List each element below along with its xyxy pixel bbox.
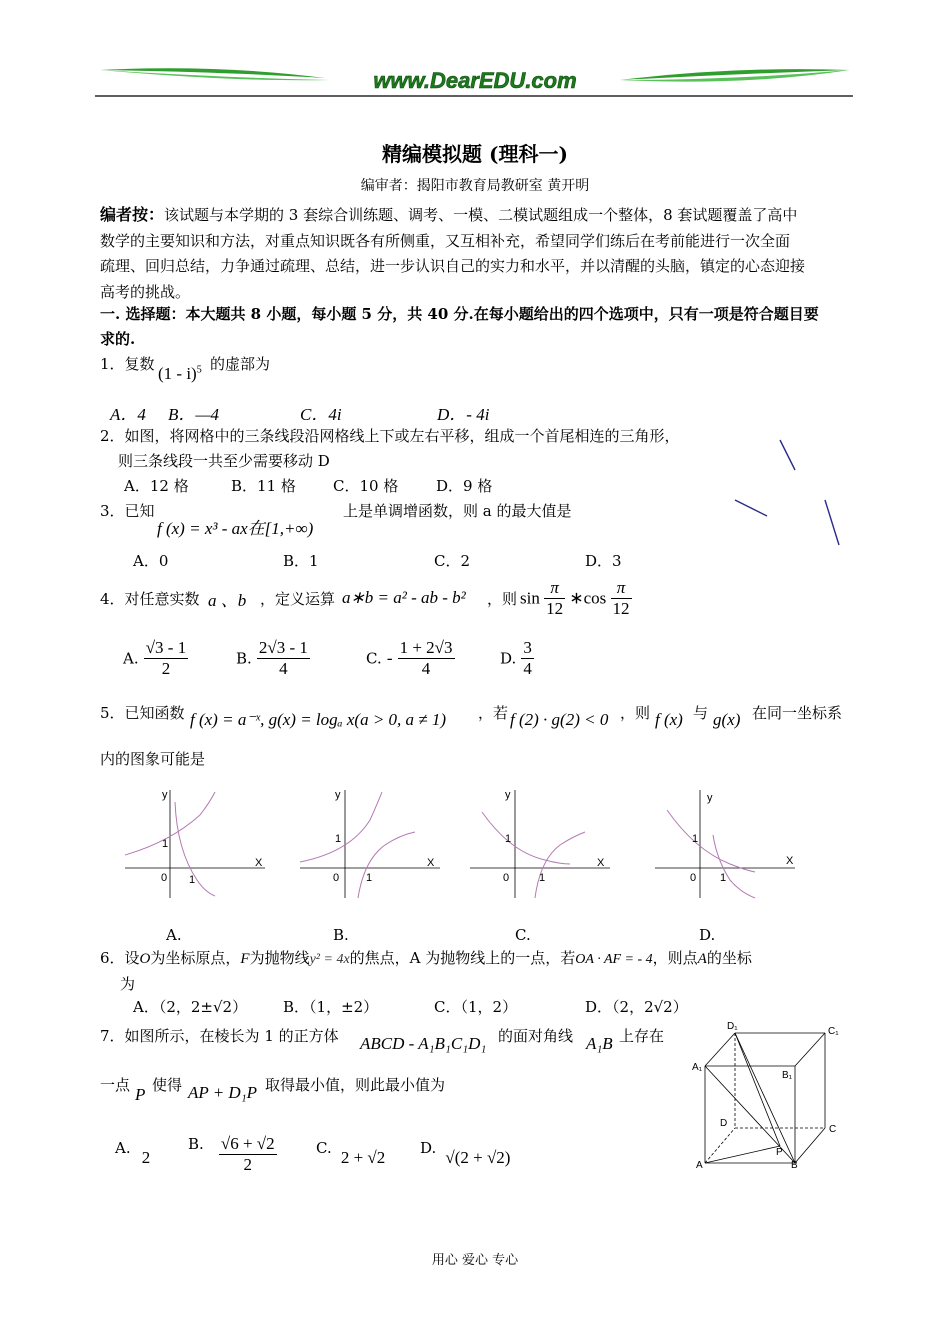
footer: 用心 爱心 专心 bbox=[431, 1253, 519, 1268]
q7-stem: 7．如图所示，在棱长为 1 的正方体 bbox=[100, 1027, 339, 1045]
graph-b-y-label: y bbox=[335, 789, 341, 801]
q4-sin: sin bbox=[520, 588, 540, 608]
q4-option-c-den: 4 bbox=[421, 659, 431, 678]
q5-line-2: 内的图象可能是 bbox=[100, 750, 206, 768]
q7-sum: AP + D₁P bbox=[188, 1083, 258, 1102]
q4-option-b-label: B. bbox=[236, 649, 252, 668]
q6-mid-1: 为坐标原点， bbox=[150, 949, 241, 967]
q5-tail: 在同一坐标系 bbox=[752, 704, 843, 722]
q6-mid-3: 的焦点，A 为抛物线上的一点，若 bbox=[349, 949, 576, 967]
q3-stem: 3．已知 bbox=[100, 502, 155, 520]
q7-option-d-value: √(2 + √2) bbox=[445, 1148, 511, 1167]
q7-option-b-frac bbox=[219, 1134, 277, 1175]
q3-option-a[interactable]: A．0 bbox=[133, 552, 169, 570]
q6-parabola: y² = 4x bbox=[309, 952, 350, 967]
q7-option-b-label: B. bbox=[188, 1135, 204, 1153]
q7-line-2 bbox=[100, 1075, 130, 1095]
q7-line-2b: 使得 bbox=[152, 1076, 183, 1094]
q7-option-b-den: 2 bbox=[243, 1155, 253, 1174]
q6-A: A bbox=[697, 951, 707, 967]
q6-O: O bbox=[139, 951, 151, 967]
label-C1: C₁ bbox=[828, 1026, 839, 1037]
q1-stem bbox=[100, 354, 155, 374]
q2-option-d[interactable]: D．9 格 bbox=[436, 477, 493, 495]
q4-option-d-frac bbox=[521, 638, 534, 679]
preface bbox=[100, 202, 805, 305]
q4-option-c-frac bbox=[398, 638, 455, 679]
q5-option-c[interactable]: C. bbox=[515, 926, 531, 944]
graph-c-y-one: 1 bbox=[505, 833, 512, 845]
q5-option-b[interactable]: B. bbox=[333, 926, 349, 944]
graph-b-origin: 0 bbox=[333, 872, 340, 884]
label-B1: B₁ bbox=[782, 1070, 793, 1081]
label-A: A bbox=[696, 1160, 703, 1171]
q1-number: 1．复数 bbox=[100, 355, 155, 373]
preface-line-1: 该试题与本学期的 3 套综合训练题、调考、一模、二模试题组成一个整体，8 套试题覆盖了高中 bbox=[164, 206, 798, 224]
graph-a-y-one: 1 bbox=[162, 838, 169, 850]
q7-P: P bbox=[135, 1085, 146, 1104]
q6-mid-2: 为抛物线 bbox=[249, 949, 310, 967]
q4-option-a[interactable] bbox=[123, 638, 188, 679]
q5-option-a[interactable]: A. bbox=[166, 926, 182, 944]
label-D1: D₁ bbox=[727, 1021, 738, 1032]
q4-operation: a∗b = a² - ab - b² bbox=[342, 588, 466, 607]
q6-F: F bbox=[240, 951, 250, 967]
q4-stem: 4．对任意实数 bbox=[100, 590, 200, 608]
q7-option-b-num: √6 + √2 bbox=[220, 1134, 275, 1153]
q3-option-d[interactable]: D．3 bbox=[585, 552, 622, 570]
segment-3 bbox=[825, 500, 839, 545]
header-site: www.DearEDU.com bbox=[373, 68, 577, 93]
preface-line-4: 高考的挑战。 bbox=[100, 282, 191, 301]
graph-c-x-label: X bbox=[597, 857, 605, 869]
q7-diagonal: A₁B bbox=[586, 1034, 613, 1053]
graph-d bbox=[655, 790, 795, 898]
q7-line-2a: 一点 bbox=[100, 1076, 131, 1094]
graph-a bbox=[125, 789, 265, 898]
q4-option-a-num: √3 - 1 bbox=[145, 638, 187, 657]
q4-frac-1 bbox=[544, 578, 565, 619]
section-heading-line-1: 一. 选择题：本大题共 8 小题，每小题 5 分，共 40 分.在每小题给出的四个选项中，只有一项是符合题目要 bbox=[100, 305, 819, 323]
q7-option-d-label: D. bbox=[420, 1139, 437, 1157]
q4-option-a-frac bbox=[144, 638, 189, 679]
q1-option-a[interactable]: A．4 bbox=[110, 405, 146, 424]
q1-option-c[interactable]: C．4i bbox=[300, 405, 342, 424]
q7-option-c-label: C. bbox=[316, 1139, 332, 1157]
graph-c-origin: 0 bbox=[503, 872, 510, 884]
q4-option-c-num: 1 + 2√3 bbox=[399, 638, 453, 657]
q6-option-d[interactable]: D．（2，2√2） bbox=[585, 998, 688, 1016]
q7-mid: 的面对角线 bbox=[498, 1027, 574, 1045]
q4-option-b-num: 2√3 - 1 bbox=[258, 638, 308, 657]
q5-gx: g(x) bbox=[713, 710, 741, 729]
q2-line-2: 则三条线段一共至少需要移动 D bbox=[118, 452, 330, 470]
label-D: D bbox=[720, 1118, 728, 1129]
q3-option-c[interactable]: C．2 bbox=[434, 552, 471, 570]
graph-c-x-one: 1 bbox=[539, 872, 546, 884]
q4-option-b[interactable] bbox=[236, 638, 310, 679]
reviewer-line: 编审者：揭阳市教育局教研室 黄开明 bbox=[360, 178, 590, 194]
graph-c bbox=[470, 789, 610, 898]
graph-d-y-label: y bbox=[707, 792, 713, 804]
q7-cube: ABCD - A₁B₁C₁D₁ bbox=[360, 1034, 487, 1053]
q1-option-d[interactable]: D．- 4i bbox=[437, 405, 490, 424]
q4-pi-1: π bbox=[550, 578, 559, 597]
q4-mid: ，定义运算 bbox=[260, 590, 336, 608]
graph-a-y-label: y bbox=[162, 789, 168, 801]
q4-option-a-den: 2 bbox=[161, 659, 171, 678]
label-C: C bbox=[829, 1124, 837, 1135]
q2-grid-figure bbox=[725, 430, 850, 555]
q4-twelve-2: 12 bbox=[612, 599, 630, 618]
header-banner bbox=[95, 58, 855, 98]
q6-option-b[interactable]: B．（1，±2） bbox=[283, 998, 379, 1016]
q3-tail: 上是单调增函数，则 a 的最大值是 bbox=[343, 502, 572, 520]
q4-expression bbox=[520, 578, 632, 619]
q4-option-c[interactable] bbox=[366, 638, 455, 679]
q4-option-d-num: 3 bbox=[523, 638, 532, 657]
q2-option-b[interactable]: B．11 格 bbox=[231, 477, 296, 495]
q7-line-2c: 取得最小值，则此最小值为 bbox=[265, 1076, 446, 1094]
q4-option-b-frac bbox=[257, 638, 310, 679]
graph-a-x-one: 1 bbox=[189, 874, 196, 886]
q4-option-d-den: 4 bbox=[523, 659, 532, 678]
q4-vars: a 、b bbox=[208, 591, 247, 610]
segment-1 bbox=[780, 440, 795, 470]
preface-label: 编者按： bbox=[100, 205, 165, 224]
q7-tail: 上存在 bbox=[619, 1027, 665, 1045]
q6-line-1 bbox=[100, 948, 752, 970]
q5-fx: f (x) bbox=[655, 710, 683, 729]
graph-c-y-label: y bbox=[505, 789, 511, 801]
preface-line-2: 数学的主要知识和方法，对重点知识既各有所侧重，又互相补充，希望同学们练后在考前能进行一次全面 bbox=[100, 231, 791, 250]
q3-option-b[interactable]: B．1 bbox=[283, 552, 319, 570]
graph-d-x-one: 1 bbox=[720, 872, 727, 884]
q5-if: ，若 bbox=[478, 704, 509, 722]
q2-option-a[interactable]: A．12 格 bbox=[124, 477, 189, 495]
q7-cube-figure bbox=[690, 1018, 850, 1173]
q7-option-b[interactable] bbox=[188, 1134, 277, 1175]
q1-expr: (1 - i) bbox=[158, 364, 197, 383]
q5-stem: 5．已知函数 bbox=[100, 704, 185, 722]
segment-2 bbox=[735, 500, 767, 516]
graph-b-x-one: 1 bbox=[366, 872, 373, 884]
graph-b-x-label: X bbox=[427, 857, 435, 869]
q4-pi-2: π bbox=[616, 578, 626, 597]
q1-option-b[interactable]: B．—4 bbox=[168, 405, 219, 424]
page-title: 精编模拟题 (理科一) bbox=[382, 142, 568, 166]
q4-option-b-den: 4 bbox=[279, 659, 288, 678]
q4-option-d-label: D. bbox=[500, 649, 517, 668]
graph-d-y-one: 1 bbox=[692, 833, 699, 845]
section-heading-line-2: 求的. bbox=[100, 330, 136, 348]
q4-option-d[interactable] bbox=[500, 638, 534, 679]
q4-option-c-label: C. bbox=[366, 649, 382, 668]
q2-option-c[interactable]: C．10 格 bbox=[333, 477, 399, 495]
q7-option-a[interactable] bbox=[115, 1138, 151, 1167]
q7-option-c[interactable] bbox=[316, 1138, 386, 1167]
q3-expression: f (x) = x³ - ax在[1,+∞) bbox=[157, 519, 314, 538]
q6-option-a[interactable]: A．（2，2±√2） bbox=[133, 998, 248, 1016]
label-B: B bbox=[791, 1160, 798, 1171]
q4-option-c-sign: - bbox=[386, 648, 393, 668]
q7-option-c-value: 2 + √2 bbox=[340, 1148, 386, 1167]
q1-exponent: 5 bbox=[196, 364, 202, 376]
graph-d-origin: 0 bbox=[690, 872, 697, 884]
graph-a-x-label: X bbox=[255, 857, 263, 869]
label-A1: A₁ bbox=[692, 1062, 703, 1073]
q7-option-d[interactable] bbox=[420, 1138, 511, 1167]
q4-star-cos: ∗cos bbox=[569, 588, 607, 608]
q4-option-a-label: A. bbox=[123, 649, 139, 668]
q1-tail: 的虚部为 bbox=[210, 355, 271, 373]
preface-line-3: 疏理、回归总结，力争通过疏理、总结，进一步认识自己的实力和水平，并以清醒的头脑，镇定的心态迎接 bbox=[100, 257, 806, 275]
q5-then: ，则 bbox=[620, 704, 651, 722]
graph-b-y-one: 1 bbox=[335, 833, 342, 845]
q5-expression: f (x) = a⁻ˣ, g(x) = logₐ x(a > 0, a ≠ 1) bbox=[190, 710, 447, 729]
q6-dot-product: OA · AF = - 4 bbox=[575, 952, 653, 967]
graph-b bbox=[300, 789, 440, 898]
q4-twelve-1: 12 bbox=[546, 599, 564, 618]
graph-d-x-label: X bbox=[786, 855, 794, 867]
q5-and: 与 bbox=[693, 704, 709, 722]
q1-expression bbox=[158, 364, 202, 384]
q5-graphs bbox=[115, 780, 805, 910]
section-heading bbox=[100, 302, 819, 352]
q5-option-d[interactable]: D. bbox=[699, 926, 716, 944]
q6-stem: 6．设 bbox=[100, 949, 140, 967]
graph-a-origin: 0 bbox=[161, 872, 168, 884]
q7-option-a-label: A. bbox=[115, 1139, 131, 1157]
q5-condition: f (2) · g(2) < 0 bbox=[510, 710, 609, 729]
q7-option-a-value: 2 bbox=[141, 1148, 151, 1167]
label-P: P bbox=[776, 1147, 783, 1158]
q4-frac-2 bbox=[611, 578, 632, 619]
q2-line-1: 2．如图，将网格中的三条线段沿网格线上下或左右平移，组成一个首尾相连的三角形， bbox=[100, 427, 680, 445]
q6-line-2: 为 bbox=[120, 975, 136, 993]
q4-then: ，则 bbox=[487, 590, 518, 608]
q6-tail: 的坐标 bbox=[706, 949, 752, 967]
q6-mid-4: ，则点 bbox=[652, 949, 698, 967]
q6-option-c[interactable]: C．（1，2） bbox=[434, 998, 518, 1016]
